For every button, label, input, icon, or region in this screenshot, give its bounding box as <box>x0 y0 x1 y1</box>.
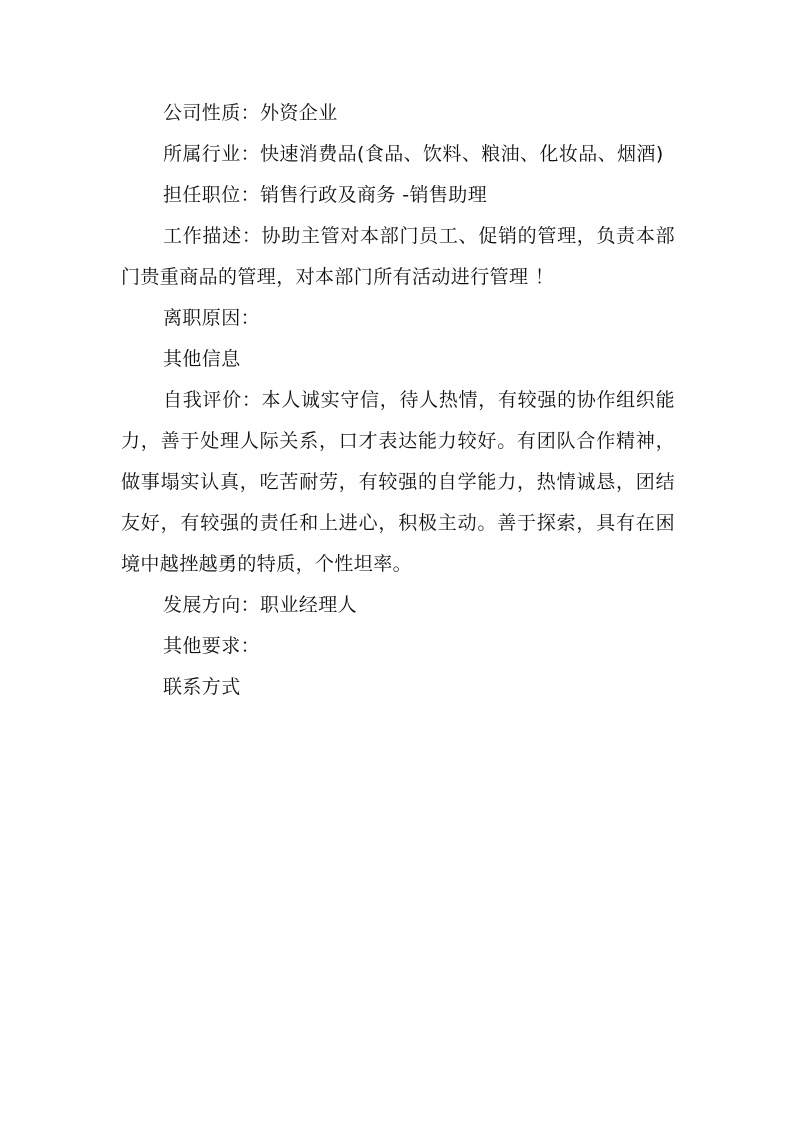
job-description-paragraph: 工作描述：协助主管对本部门员工、促销的管理，负责本部门贵重商品的管理，对本部门所有活动进行管理 ！ <box>121 225 675 288</box>
other-requirements-line: 其他要求： <box>163 635 261 657</box>
leaving-reason-line: 离职原因： <box>163 307 261 329</box>
document-body <box>121 93 675 708</box>
self-evaluation-paragraph: 自我评价：本人诚实守信，待人热情，有较强的协作组织能力，善于处理人际关系，口才表达能力较好。有团队合作精神，做事塌实认真，吃苦耐劳，有较强的自学能力，热情诚恳，团结友好，有较强的责任和上进心，积极主动。善于探索，具有在困境中越挫越勇的特质，个性坦率。 <box>121 389 675 575</box>
position-line: 担任职位：销售行政及商务 -销售助理 <box>163 184 488 206</box>
career-direction-line: 发展方向：职业经理人 <box>163 594 358 616</box>
other-info-heading: 其他信息 <box>163 348 241 370</box>
contact-heading: 联系方式 <box>163 676 241 698</box>
company-type-line: 公司性质：外资企业 <box>163 102 338 124</box>
industry-line: 所属行业：快速消费品(食品、饮料、粮油、化妆品、烟酒) <box>163 143 664 165</box>
